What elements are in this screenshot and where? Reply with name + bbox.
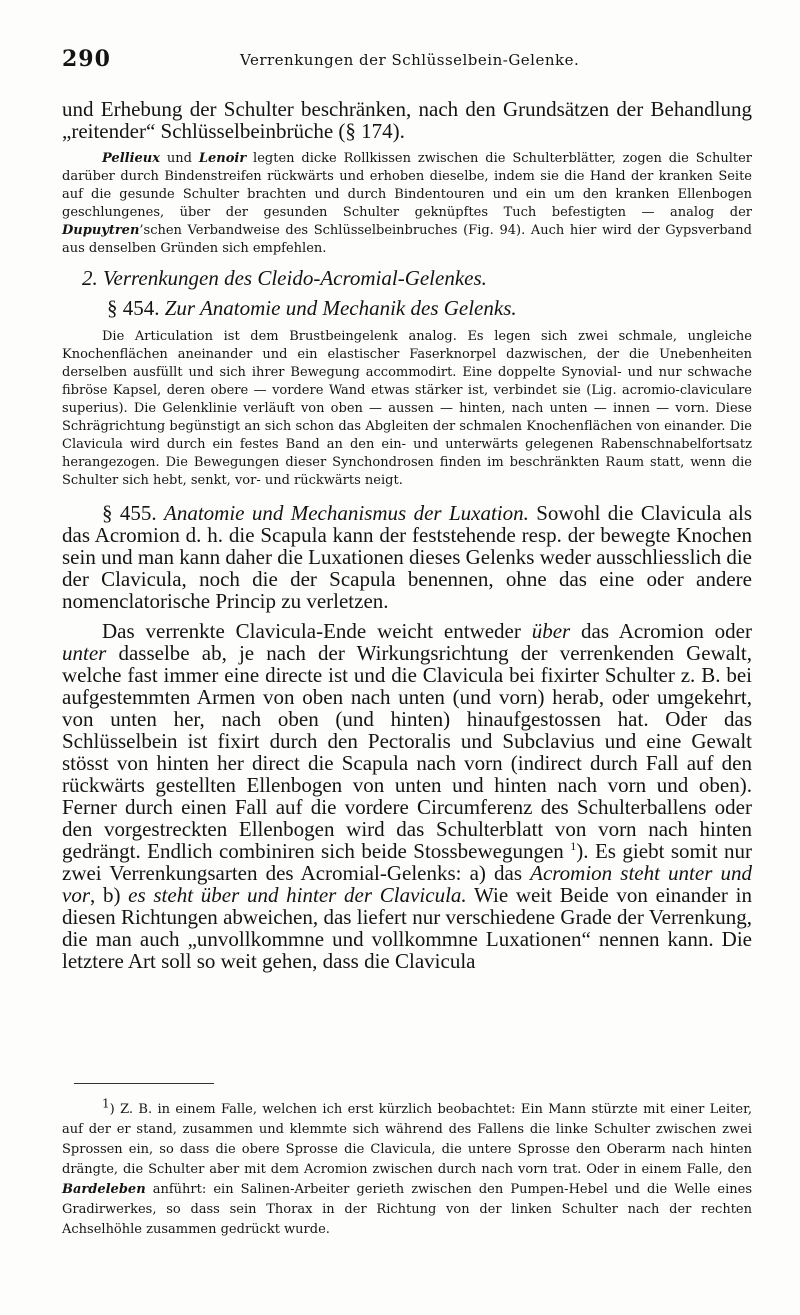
text-run: , b) — [90, 883, 129, 907]
text-run: Wie weit Beide von einander in diesen Richtungen abweichen, das liefert nur verschiedene Grade der Verrenkung, die man auch „unvollkommne und vollkommne Luxationen“ nennen kann. Die letztere Art soll so weit gehen, dass die Clavicula — [62, 883, 752, 973]
page-number: 290 — [62, 46, 111, 72]
text-run: das Acromion oder — [570, 619, 752, 643]
section-title: Zur Anatomie und Mechanik des Gelenks. — [164, 296, 517, 320]
footnote-marker: 1 — [102, 1096, 110, 1111]
footnote-reference[interactable]: 1 — [570, 839, 577, 853]
emphasis-type-a: Acromion steht unter und vor — [62, 861, 752, 907]
footnote-divider — [74, 1083, 214, 1084]
text-run: Das verrenkte Clavicula-Ende weicht entweder — [102, 619, 532, 643]
section-number: § 454. — [107, 296, 160, 320]
author-name-lenoir: Lenoir — [198, 151, 247, 166]
subsection-heading: 2. Verrenkungen des Cleido-Acromial-Gelenkes. — [82, 266, 487, 290]
emphasis-uber: über — [531, 619, 571, 643]
paragraph-pellieux — [62, 150, 752, 258]
text-run: ) Z. B. in einem Falle, welchen ich erst kürzlich beobachtet: Ein Mann stürzte mit einer Leiter, auf der er stand, zusammen und klemmte sich während des Fallens die linke Schulter zwischen zwei Sprossen ein, so dass die obere Sprosse die Clavicula, die untere Sprosse den Oberarm nach hinten drängte, die Schulter aber mit dem Acromion zwischen durch nach vorn trat. Oder in einem Falle, den — [62, 1102, 752, 1177]
text-run: Sowohl die Clavicula als das Acromion d. h. die Scapula kann der feststehende resp. der bewegte Knochen sein und man kann daher die Luxationen dieses Gelenks weder ausschliesslich die der Clavicula, noch die der Scapula benennen, ohne das eine oder andere nomenclatorische Princip zu verletzen. — [62, 501, 753, 613]
text-run: ). Es giebt somit nur zwei Verrenkungsarten des Acromial-Gelenks: a) das — [62, 839, 753, 885]
section-title: Anatomie und Mechanismus der Luxation. — [164, 501, 529, 525]
author-name-pellieux: Pellieux — [102, 151, 160, 166]
text-run: dasselbe ab, je nach der Wirkungsrichtung der verrenkenden Gewalt, welche fast immer eine directe ist und die Clavicula bei fixirter Schulter z. B. bei aufgestemmten Armen von oben nach unten (und vorn) herab, oder umgekehrt, von unten her, nach oben (und hinten) hinaufgestossen hat. Oder das Schlüsselbein ist fixirt durch den Pectoralis und Subclavius und eine Gewalt stösst von hinten her direct die Scapula nach vorn (indirect durch Fall auf den rückwärts gestellten Ellenbogen von unten und hinten nach vorn und oben). Ferner durch einen Fall auf die vordere Circumferenz des Schulterballens oder den vorgestreckten Ellenbogen wird das Schulterblatt von vorn nach hinten gedrängt. Endlich combiniren sich beide Stossbewegungen — [62, 641, 752, 863]
paragraph-454: Die Articulation ist dem Brustbeingelenk analog. Es legen sich zwei schmale, ungleiche Knochenflächen aneinander und ein elastischer Faserknorpel dazwischen, der die Unebenheiten derselben ausfüllt und sich ihrer Bewegung accommodirt. Eine doppelte Synovial- und nur schwache fibröse Kapsel, deren obere — vordere Wand etwas stärker ist, verbindet sie (Lig. acromio-claviculare superius). Die Gelenklinie verläuft von oben — aussen — hinten, nach unten — innen — vorn. Diese Schrägrichtung begünstigt an sich schon das Abgleiten der schmalen Knochenflächen von einander. Die Clavicula wird durch ein festes Band an den ein- und unterwärts gelegenen Rabenschnabelfortsatz herangezogen. Die Bewegungen dieser Synchondrosen finden im beschränkten Raum statt, wenn die Schulter sich hebt, senkt, vor- und rückwärts neigt. — [62, 329, 752, 488]
emphasis-unter: unter — [62, 641, 107, 665]
text-run: legten dicke Rollkissen zwischen die Schulterblätter, zogen die Schulter darüber durch Bindenstreifen rückwärts und erhoben dieselbe, indem sie die Hand der kranken Seite auf die gesunde Schulter brachten und durch Bindentouren und ein um den kranken Ellenbogen geschlungenes, über der gesunden Schulter geknüpftes Tuch befestigten — analog der — [62, 151, 752, 220]
text-run: anführt: ein Salinen-Arbeiter gerieth zwischen den Pumpen-Hebel und die Welle eines Gradirwerkes, so dass sein Thorax in der Richtung von der linken Schulter nach der rechten Achselhöhle zusammen gedrückt wurde. — [62, 1182, 752, 1237]
paragraph-455 — [62, 502, 752, 612]
author-name-dupuytren: Dupuytren — [62, 223, 140, 238]
author-name-bardeleben: Bardeleben — [62, 1182, 146, 1197]
text-run: und — [160, 151, 199, 166]
main-text — [62, 98, 752, 972]
running-title: Verrenkungen der Schlüsselbein-Gelenke. — [240, 51, 580, 69]
footnotes — [62, 1096, 752, 1240]
section-heading-454 — [107, 296, 752, 320]
paragraph-continuation: und Erhebung der Schulter beschränken, nach den Grundsätzen der Behandlung „reitender“ Schlüsselbeinbrüche (§ 174). — [62, 97, 752, 143]
footnote-1 — [62, 1096, 752, 1240]
text-run: ’schen Verbandweise des Schlüsselbeinbruches (Fig. 94). Auch hier wird der Gypsverband aus denselben Gründen sich empfehlen. — [62, 223, 752, 256]
emphasis-type-b: es steht über und hinter der Clavicula. — [128, 883, 467, 907]
section-number: § 455. — [102, 501, 157, 525]
page-header — [62, 46, 752, 76]
paragraph-luxation — [62, 620, 752, 972]
